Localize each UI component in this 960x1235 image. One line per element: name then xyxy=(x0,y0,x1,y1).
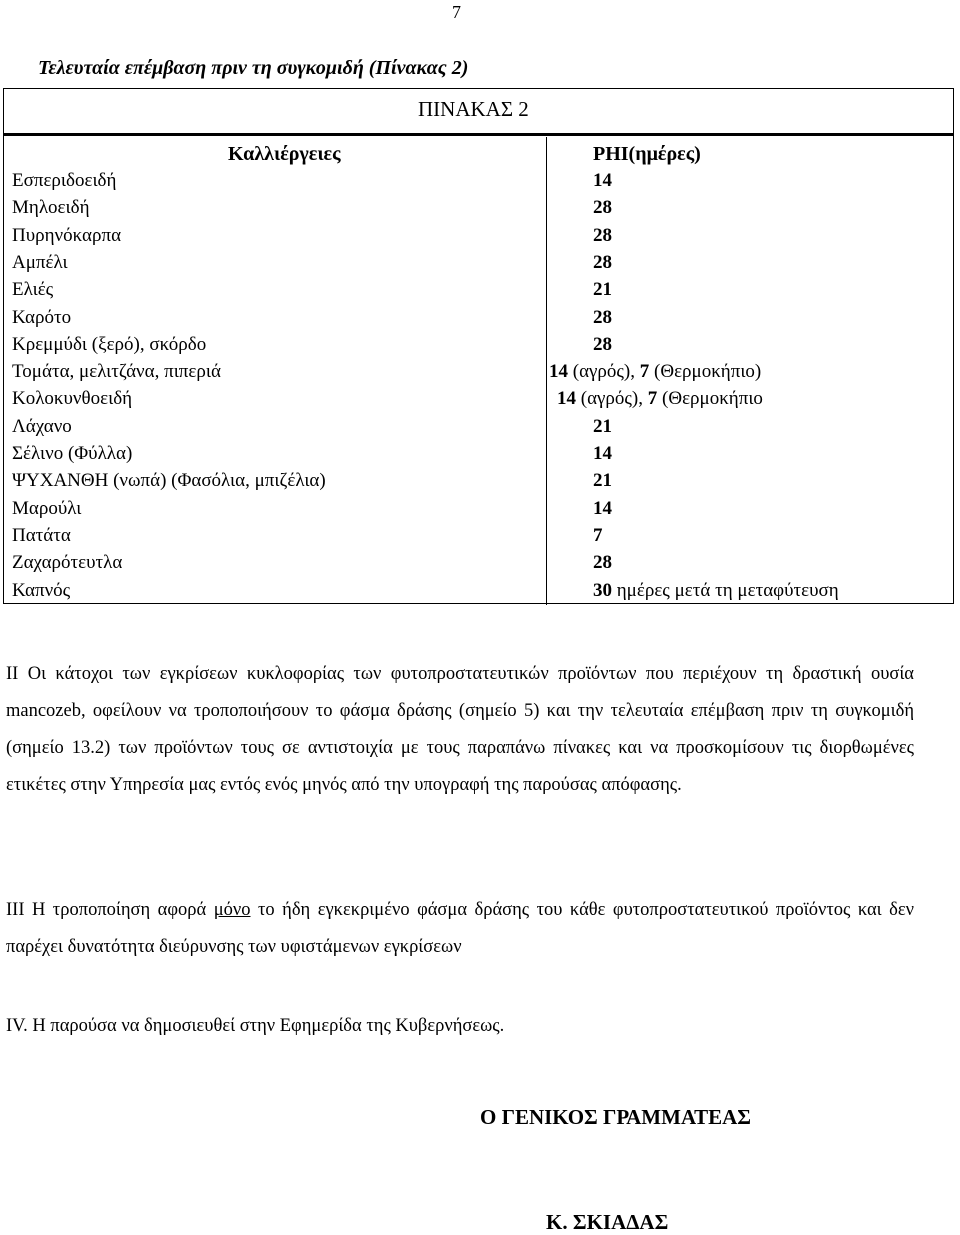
phi-value: 28 xyxy=(593,334,612,355)
table-row-phi xyxy=(593,498,612,520)
column-header-crops: Καλλιέργειες xyxy=(228,143,341,165)
table-row-phi xyxy=(593,225,612,247)
table-row-crop: Μηλοειδή xyxy=(12,197,90,218)
column-header-phi: PHI(ημέρες) xyxy=(593,143,701,165)
paragraph-4: ΙV. Η παρούσα να δημοσιευθεί στην Εφημερίδα της Κυβερνήσεως. xyxy=(6,1016,505,1036)
table-row-phi xyxy=(593,552,612,574)
table-row-phi xyxy=(593,279,612,301)
table-row-phi xyxy=(593,307,612,329)
phi-value: 21 xyxy=(593,416,612,437)
table-row-crop: Κολοκυνθοειδή xyxy=(12,388,133,409)
table-row-phi xyxy=(593,252,612,274)
phi-note: (αγρός), xyxy=(576,388,648,409)
phi-value: 28 xyxy=(593,197,612,218)
table-row-crop: Εσπεριδοειδή xyxy=(12,170,117,191)
phi-value: 14 xyxy=(593,443,612,464)
table-row-phi xyxy=(593,170,612,192)
page-number: 7 xyxy=(452,2,461,22)
phi-note-greenhouse: (Θερμοκήπιο xyxy=(657,388,763,409)
column-divider xyxy=(546,137,548,605)
table-row-crop: Αμπέλι xyxy=(12,252,68,273)
table-row-crop: Σέλινο (Φύλλα) xyxy=(12,443,133,464)
table-row-crop: Μαρούλι xyxy=(12,498,82,519)
phi-value: 14 xyxy=(557,388,576,409)
table-title: ΠΙΝΑΚΑΣ 2 xyxy=(418,97,529,121)
table-row-crop: Πατάτα xyxy=(12,525,71,546)
phi-value: 14 xyxy=(593,498,612,519)
table-row-phi xyxy=(593,525,603,547)
phi-value: 21 xyxy=(593,470,612,491)
phi-value: 14 xyxy=(593,170,612,191)
phi-value: 28 xyxy=(593,552,612,573)
table-row-phi xyxy=(593,443,612,465)
phi-value: 30 xyxy=(593,580,612,601)
table-row-crop: Ελιές xyxy=(12,279,54,300)
paragraph-3-end: το ήδη εγκεκριμένο φάσμα δράσης του κάθε φυτοπροστατευτικού προϊόντος και δεν παρέχει δυνατότητα διεύρυνσης των υφιστάμενων εγκρίσεων xyxy=(6,900,914,957)
phi-value: 28 xyxy=(593,307,612,328)
signature-title: Ο ΓΕΝΙΚΟΣ ΓΡΑΜΜΑΤΕΑΣ xyxy=(480,1105,751,1129)
table-row-crop: Ζαχαρότευτλα xyxy=(12,552,123,573)
paragraph-2: ΙΙ Οι κάτοχοι των εγκρίσεων κυκλοφορίας των φυτοπροστατευτικών προϊόντων που περιέχουν τη δραστική ουσία mancozeb, οφείλουν να τροποποιήσουν το φάσμα δράσης (σημείο 5) και την τελευταία επέμβαση πριν τη συγκομιδή (σημείο 13.2) των προϊόντων τους σε αντιστοιχία με τους παραπάνω πίνακες και να προσκομίσουν τις διορθωμένες ετικέτες στην Υπηρεσία μας εντός ενός μηνός από την υπογραφή της παρούσας απόφασης. xyxy=(6,664,914,795)
table-row-crop: Καρότο xyxy=(12,307,72,328)
table-row-crop: ΨΥΧΑΝΘΗ (νωπά) (Φασόλια, μπιζέλια) xyxy=(12,470,326,491)
table-row-phi xyxy=(593,416,612,438)
phi-value: 7 xyxy=(593,525,603,546)
phi-value: 14 xyxy=(549,361,568,382)
table-row-phi xyxy=(549,361,761,383)
table-row-phi xyxy=(593,470,612,492)
signature-name: Κ. ΣΚΙΑΔΑΣ xyxy=(546,1210,669,1234)
table-row-phi xyxy=(593,334,612,356)
table-row-crop: Κρεμμύδι (ξερό), σκόρδο xyxy=(12,334,207,355)
table-title-row xyxy=(4,89,953,136)
table-row-phi xyxy=(593,197,612,219)
phi-value: 28 xyxy=(593,225,612,246)
phi-note: (αγρός), xyxy=(568,361,640,382)
phi-note: ημέρες μετά τη μεταφύτευση xyxy=(612,580,839,601)
phi-value-greenhouse: 7 xyxy=(639,361,650,382)
table-row-phi xyxy=(593,580,839,602)
paragraph-3 xyxy=(6,892,914,966)
paragraph-3-start: ΙΙΙ Η τροποποίηση αφορά xyxy=(6,900,214,920)
table-row-crop: Καπνός xyxy=(12,580,71,601)
table-row-crop: Πυρηνόκαρπα xyxy=(12,225,122,246)
table-row-crop: Τομάτα, μελιτζάνα, πιπεριά xyxy=(12,361,221,382)
phi-value: 28 xyxy=(593,252,612,273)
phi-value: 21 xyxy=(593,279,612,300)
paragraph-3-emphasis: μόνο xyxy=(213,900,251,920)
phi-value-greenhouse: 7 xyxy=(647,388,658,409)
table-row-crop: Λάχανο xyxy=(12,416,72,437)
phi-note-greenhouse: (Θερμοκήπιο) xyxy=(649,361,762,382)
table-row-phi xyxy=(557,388,763,410)
section-heading: Τελευταία επέμβαση πριν τη συγκομιδή (Πίνακας 2) xyxy=(38,57,469,79)
